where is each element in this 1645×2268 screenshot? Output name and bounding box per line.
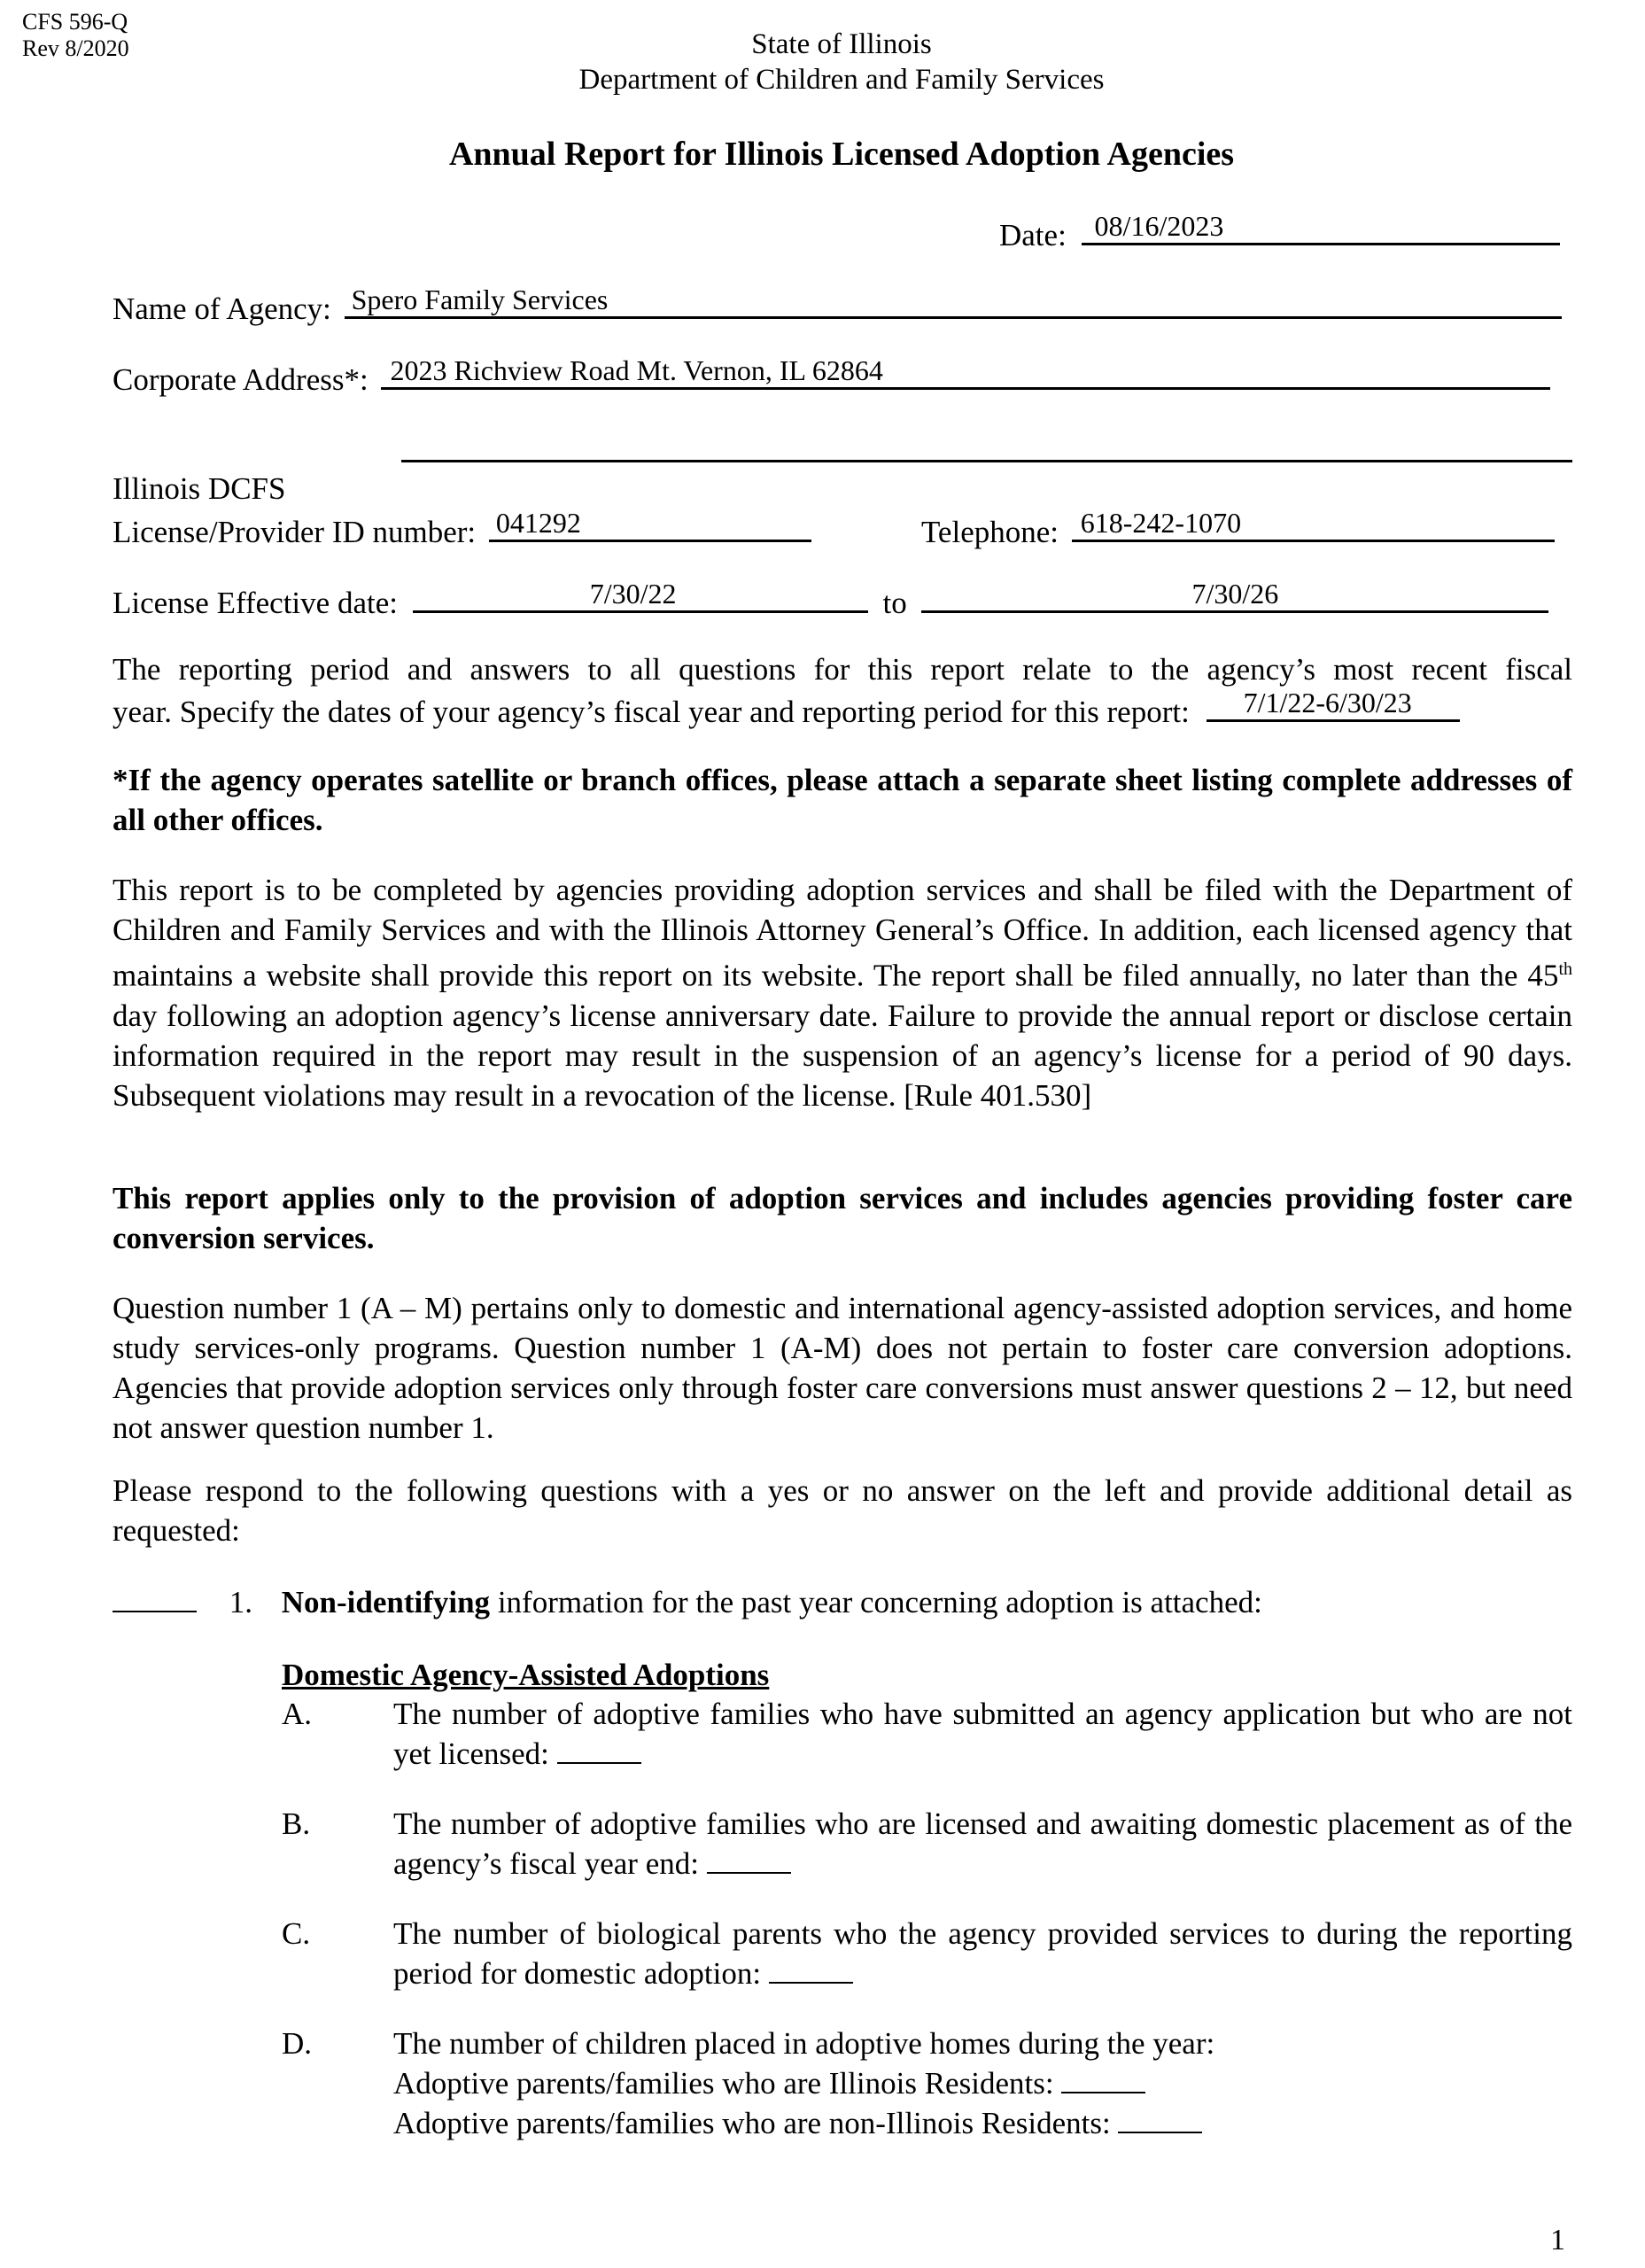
license-id-row bbox=[113, 509, 811, 550]
item-c-answer-field[interactable] bbox=[769, 1957, 853, 1984]
date-value: 08/16/2023 bbox=[1094, 210, 1224, 242]
item-b-text: The number of adoptive families who are licensed and awaiting domestic placement as of the agency’s fiscal year end: bbox=[393, 1806, 1572, 1881]
item-c-letter: C. bbox=[282, 1916, 311, 1951]
filing-text-superscript: th bbox=[1558, 959, 1572, 979]
branch-offices-notice: *If the agency operates satellite or branch offices, please attach a separate sheet listing complete addresses of all other offices. bbox=[113, 763, 1572, 837]
page-number: 1 bbox=[1550, 2224, 1565, 2256]
reporting-period-text-line2: year. Specify the dates of your agency’s fiscal year and reporting period for this report: bbox=[113, 695, 1190, 729]
state-name: State of Illinois bbox=[751, 28, 932, 60]
telephone-value: 618-242-1070 bbox=[1080, 507, 1242, 539]
agency-name-value: Spero Family Services bbox=[351, 284, 609, 315]
filing-requirements-paragraph bbox=[113, 870, 1572, 1115]
reporting-period-value: 7/1/22-6/30/23 bbox=[1243, 687, 1412, 718]
reporting-period-text-line1: The reporting period and answers to all questions for this report relate to the agency’s most recent fiscal bbox=[113, 652, 1572, 687]
item-d-letter: D. bbox=[282, 2026, 313, 2061]
agency-name-field[interactable] bbox=[345, 286, 1562, 319]
corporate-address-field[interactable] bbox=[381, 354, 1550, 390]
item-b bbox=[393, 1804, 1572, 1884]
question-1 bbox=[113, 1582, 1262, 1622]
document-header bbox=[0, 27, 1645, 97]
agency-name-row bbox=[113, 286, 1562, 327]
section-heading-domestic: Domestic Agency-Assisted Adoptions bbox=[282, 1658, 770, 1692]
item-a-text: The number of adoptive families who have submitted an agency application but who are not yet licensed: bbox=[393, 1697, 1572, 1771]
telephone-field[interactable] bbox=[1072, 509, 1555, 542]
date-row bbox=[999, 210, 1560, 253]
license-id-label: License/Provider ID number: bbox=[113, 515, 477, 549]
dcfs-label: Illinois DCFS bbox=[113, 471, 286, 506]
item-a-letter: A. bbox=[282, 1697, 313, 1731]
question-1-text: information for the past year concerning adoption is attached: bbox=[490, 1585, 1262, 1619]
corporate-address-value: 2023 Richview Road Mt. Vernon, IL 62864 bbox=[390, 354, 883, 386]
item-d-non-illinois-label: Adoptive parents/families who are non-Illinois Residents: bbox=[393, 2106, 1111, 2140]
item-c-text: The number of biological parents who the agency provided services to during the reporting period for domestic adoption: bbox=[393, 1916, 1572, 1991]
item-d-non-illinois-residents bbox=[393, 2103, 1214, 2143]
question-1-bold-lead: Non-identifying bbox=[281, 1585, 491, 1619]
license-effective-to-value: 7/30/26 bbox=[1191, 578, 1279, 610]
item-d-illinois-label: Adoptive parents/families who are Illinois Residents: bbox=[393, 2066, 1054, 2101]
license-effective-to-label: to bbox=[882, 586, 907, 620]
date-label: Date: bbox=[999, 218, 1067, 252]
license-effective-to-field[interactable] bbox=[921, 580, 1548, 613]
item-b-answer-field[interactable] bbox=[707, 1847, 791, 1874]
corporate-address-row bbox=[113, 354, 1550, 398]
item-d-non-illinois-answer-field[interactable] bbox=[1118, 2107, 1202, 2133]
item-d-illinois-residents bbox=[393, 2063, 1214, 2103]
item-b-letter: B. bbox=[282, 1806, 311, 1841]
telephone-label: Telephone: bbox=[921, 515, 1059, 549]
response-instructions: Please respond to the following questions with a yes or no answer on the left and provide additional detail as requested: bbox=[113, 1473, 1572, 1548]
date-field[interactable] bbox=[1082, 210, 1560, 245]
reporting-period-field[interactable] bbox=[1207, 689, 1460, 722]
applies-notice: This report applies only to the provision of adoption services and includes agencies providing foster care conversion services. bbox=[113, 1181, 1572, 1255]
license-effective-row bbox=[113, 580, 1548, 621]
question-1-answer-field[interactable] bbox=[113, 1586, 197, 1612]
form-number: CFS 596-Q bbox=[22, 9, 128, 35]
item-d-text: The number of children placed in adoptive homes during the year: bbox=[393, 2026, 1215, 2061]
item-a bbox=[393, 1694, 1572, 1774]
department-name: Department of Children and Family Services bbox=[578, 64, 1105, 96]
license-effective-from-value: 7/30/22 bbox=[589, 578, 677, 610]
telephone-row bbox=[921, 509, 1555, 550]
reporting-period-row bbox=[113, 689, 1460, 730]
license-effective-label: License Effective date: bbox=[113, 586, 398, 620]
item-c bbox=[393, 1914, 1572, 1993]
license-id-field[interactable] bbox=[489, 509, 811, 542]
corporate-address-label: Corporate Address*: bbox=[113, 362, 369, 397]
filing-text-part1: This report is to be completed by agencies providing adoption services and shall be filed with the Department of Children and Family Services and with the Illinois Attorney General’s Office. In addition, each licensed agency that maintains a website shall provide this report on its website. The report shall be filed annually, no later than the 45 bbox=[113, 873, 1572, 993]
question-scope-note: Question number 1 (A – M) pertains only to domestic and international agency-assisted adoption services, and home study services-only programs. Question number 1 (A-M) does not pertain to foster care conversion adoptions. Agencies that provide adoption services only through foster care conversions must answer questions 2 – 12, but need not answer question number 1. bbox=[113, 1291, 1572, 1445]
item-a-answer-field[interactable] bbox=[557, 1737, 641, 1764]
question-1-number: 1. bbox=[229, 1585, 252, 1619]
item-d-illinois-answer-field[interactable] bbox=[1061, 2067, 1145, 2093]
item-d bbox=[393, 2023, 1214, 2143]
page-title: Annual Report for Illinois Licensed Adoption Agencies bbox=[448, 136, 1235, 173]
form-revision: Rev 8/2020 bbox=[22, 35, 129, 61]
license-effective-from-field[interactable] bbox=[413, 580, 868, 613]
license-id-value: 041292 bbox=[495, 507, 581, 539]
corporate-address-line2-row bbox=[401, 430, 1572, 470]
filing-text-part2: day following an adoption agency’s license anniversary date. Failure to provide the annual report or disclose certain information required in the report may result in the suspension of an agency’s license for a period of 90 days. Subsequent violations may result in a revocation of the license. [Rule 401.530] bbox=[113, 998, 1572, 1113]
agency-name-label: Name of Agency: bbox=[113, 291, 331, 326]
corporate-address-line2-field[interactable] bbox=[401, 430, 1572, 462]
